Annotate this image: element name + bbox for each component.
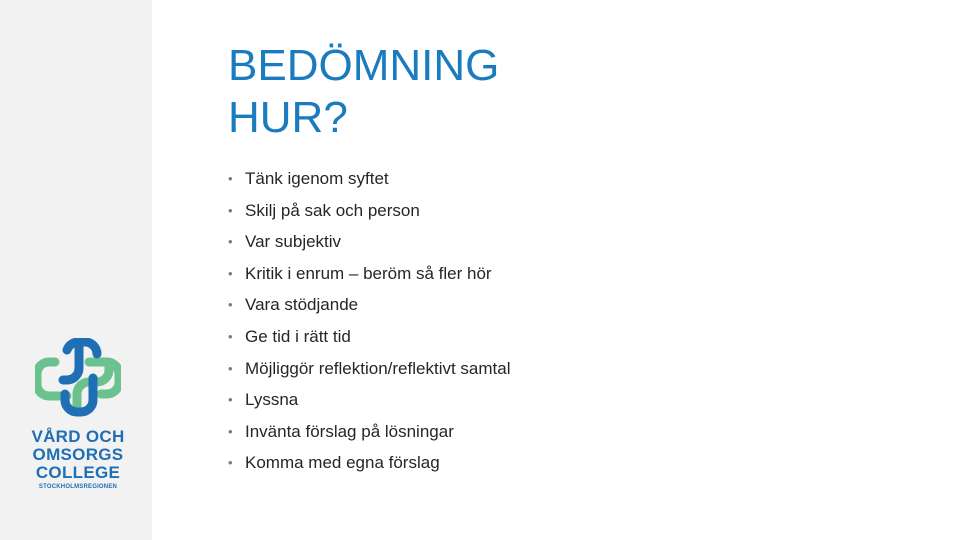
logo-subline: STOCKHOLMSREGIONEN <box>38 484 118 490</box>
bullet-text: Invänta förslag på lösningar <box>245 421 454 441</box>
bullet-dot-icon: • <box>228 297 233 313</box>
bullet-dot-icon: • <box>228 265 233 281</box>
bullet-dot-icon: • <box>228 171 233 186</box>
bullet-item <box>228 293 510 325</box>
logo-line-2: OMSORGS <box>32 445 124 464</box>
bullet-text: Tänk igenom syftet <box>245 169 389 188</box>
bullet-item <box>228 262 510 294</box>
bullet-dot-icon: • <box>228 234 233 250</box>
bullet-text: Skilj på sak och person <box>245 200 420 220</box>
bullet-dot-icon: • <box>228 360 233 376</box>
bullet-text: Var subjektiv <box>245 232 342 252</box>
sidebar-panel <box>0 0 152 540</box>
bullet-dot-icon: • <box>228 392 233 408</box>
bullet-item <box>228 167 510 199</box>
slide-title-line-2: HUR? <box>228 93 348 142</box>
logo-wordmark <box>28 428 128 482</box>
logo-line-1: VÅRD OCH <box>31 427 125 446</box>
slide-title <box>228 40 499 144</box>
college-logo <box>28 338 128 490</box>
bullet-text: Vara stödjande <box>245 295 359 315</box>
logo-emblem-icon <box>35 338 121 420</box>
slide-title-line-1: BEDÖMNING <box>228 41 500 90</box>
bullet-text: Möjliggör reflektion/reflektivt samtal <box>245 358 511 378</box>
bullet-item <box>228 451 510 483</box>
bullet-text: Kritik i enrum – beröm så fler hör <box>245 263 492 283</box>
bullet-dot-icon: • <box>228 423 233 439</box>
bullet-item <box>228 199 510 231</box>
bullet-dot-icon: • <box>228 202 233 218</box>
bullet-text: Lyssna <box>245 390 299 410</box>
logo-line-3: COLLEGE <box>35 463 121 482</box>
bullet-item <box>228 357 510 389</box>
bullet-item <box>228 230 510 262</box>
bullet-dot-icon: • <box>228 328 233 344</box>
bullet-item <box>228 388 510 420</box>
bullet-dot-icon: • <box>228 455 233 471</box>
bullet-text: Komma med egna förslag <box>245 453 440 473</box>
bullet-list <box>228 167 510 483</box>
bullet-text: Ge tid i rätt tid <box>245 326 351 346</box>
bullet-item <box>228 325 510 357</box>
bullet-item <box>228 420 510 452</box>
